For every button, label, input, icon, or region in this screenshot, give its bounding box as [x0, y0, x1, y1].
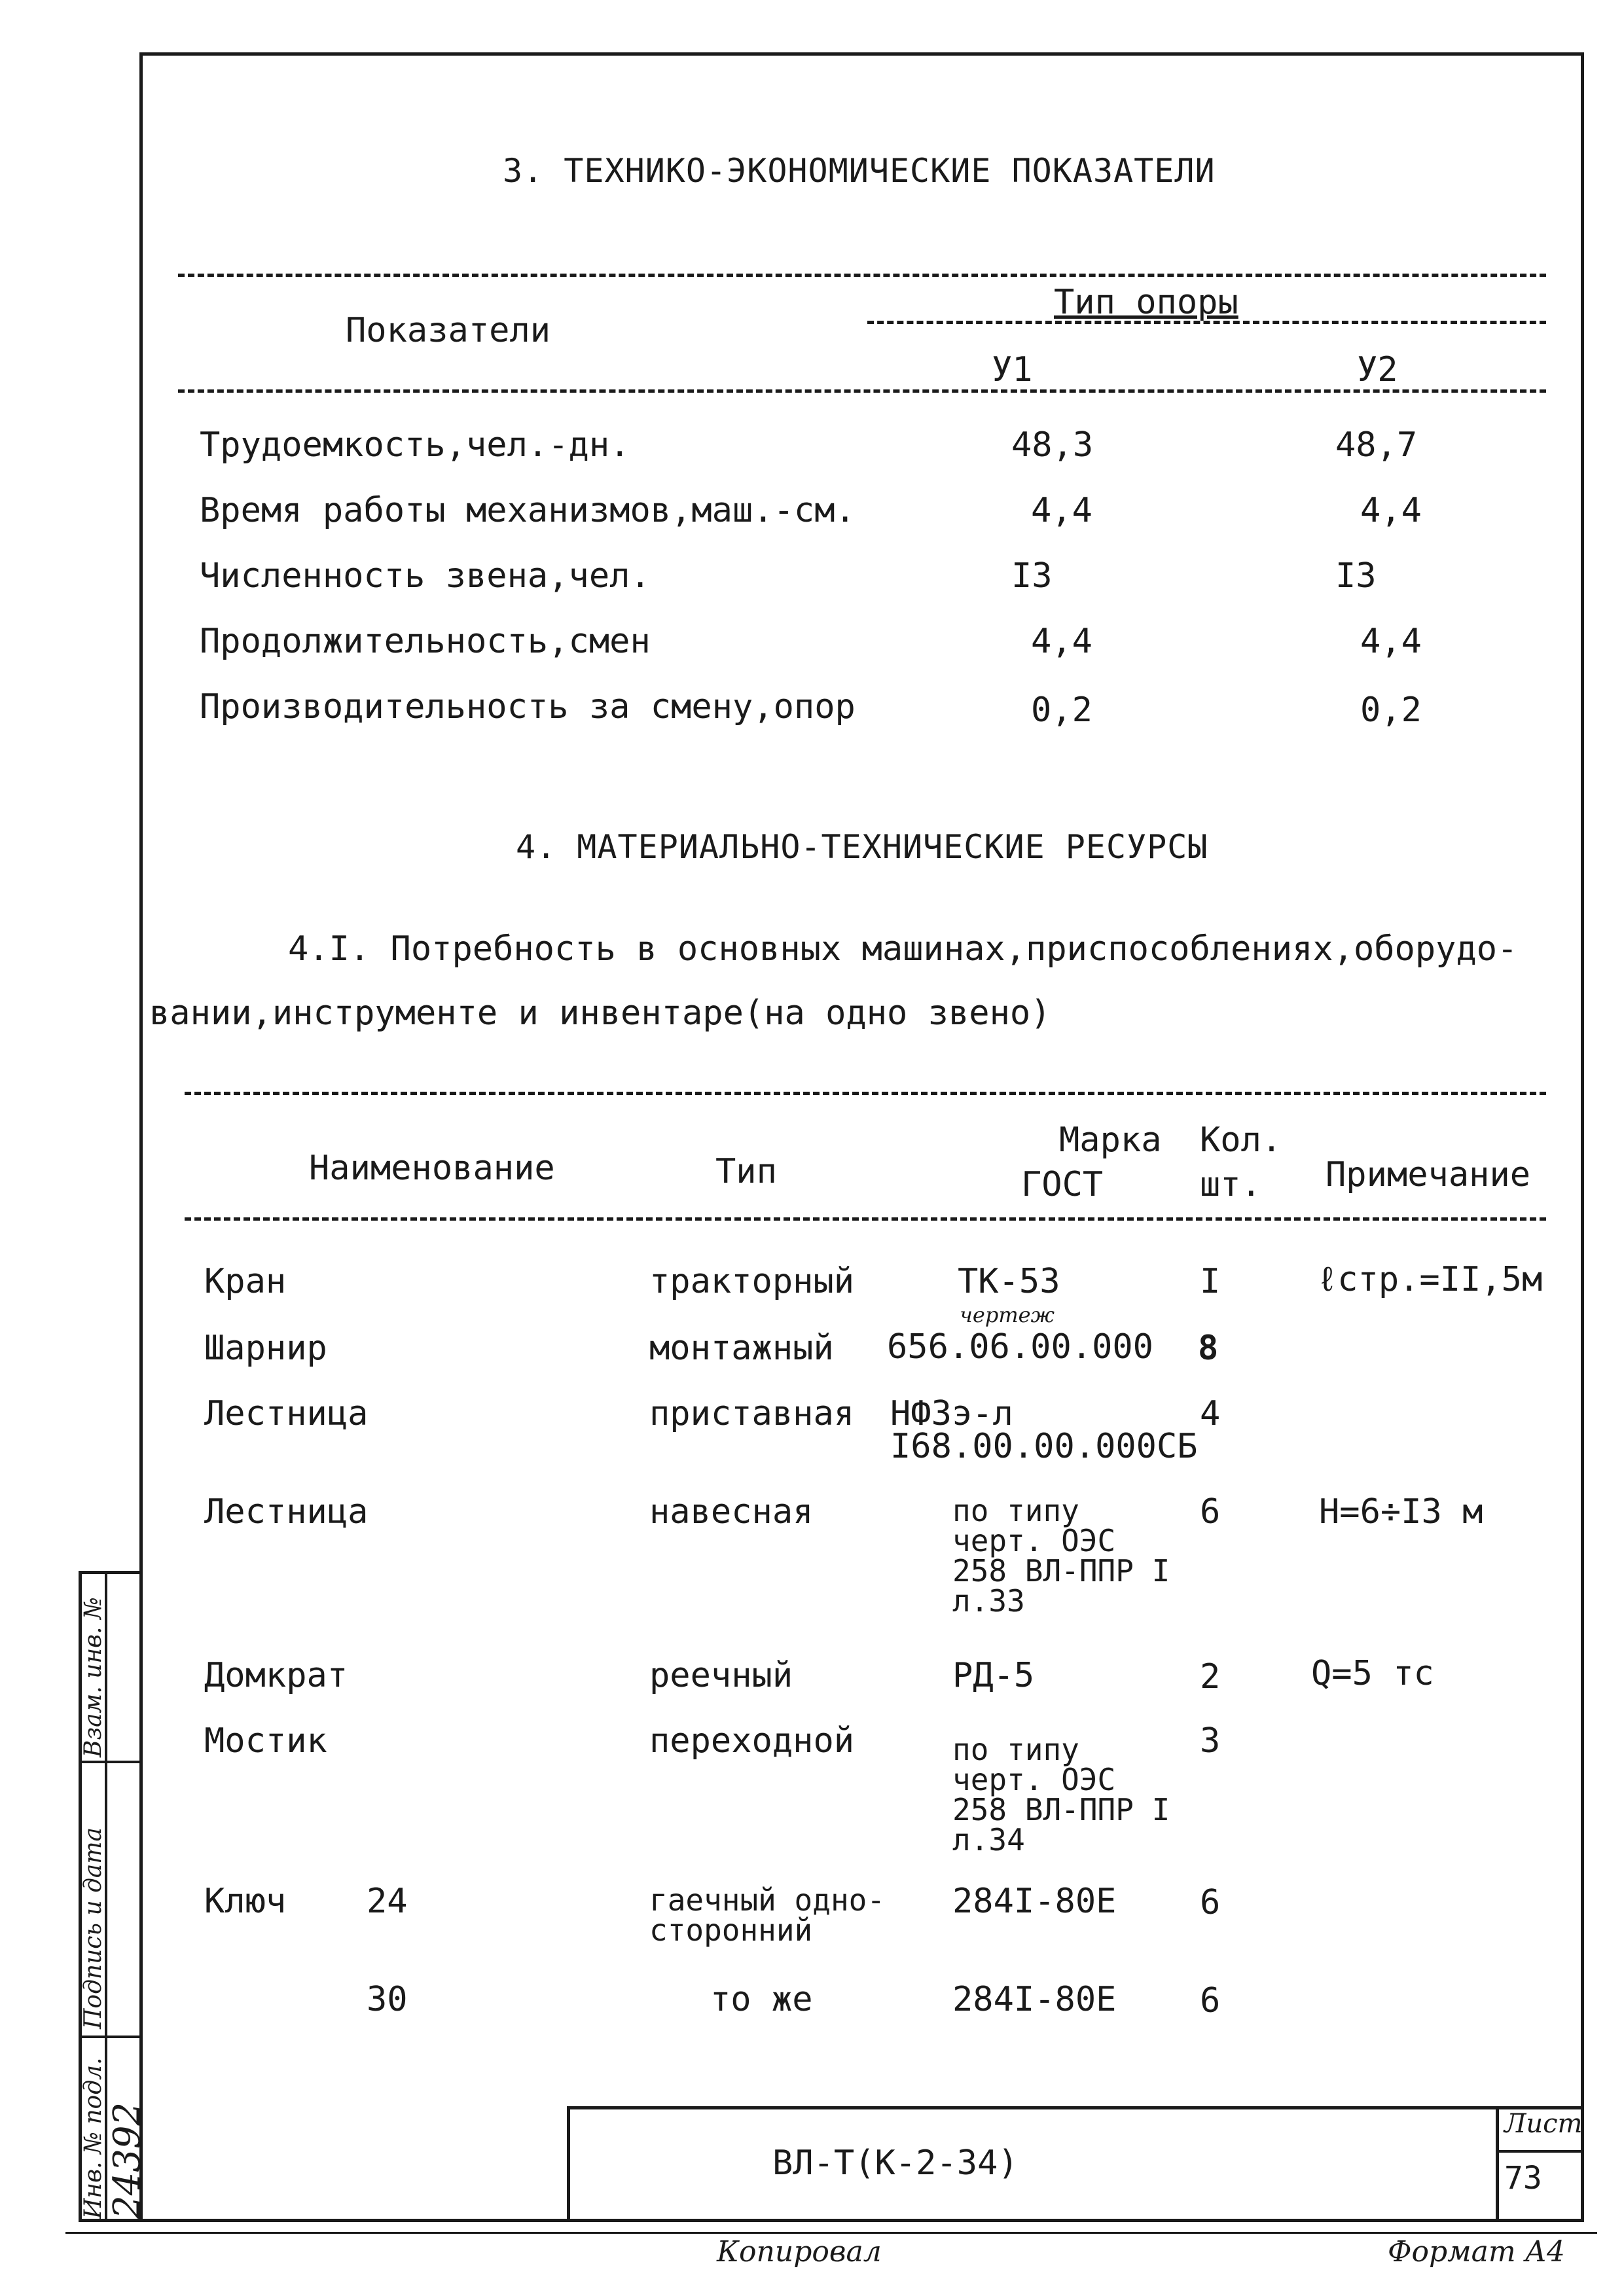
sheet-number: 73: [1504, 2160, 1542, 2197]
resource-type: тракторный: [649, 1262, 855, 1301]
resource-type: реечный: [649, 1656, 793, 1695]
resource-mark: 284I-80Е: [952, 1882, 1117, 1921]
indicator-label: Производительность за смену,опор: [200, 687, 856, 726]
footer-copied: Копировал: [717, 2235, 882, 2269]
resource-mark-note: чертеж: [960, 1302, 1055, 1327]
resource-mark-line4: л.34: [952, 1822, 1025, 1857]
indicator-label: Трудоемкость,чел.-дн.: [200, 425, 630, 465]
resource-note: ℓстр.=II,5м: [1317, 1260, 1543, 1299]
indicator-y1: 0,2: [1031, 691, 1092, 730]
footer-format: Формат А4: [1388, 2235, 1565, 2269]
resource-type: переходной: [649, 1721, 855, 1761]
side-stamp-rule: [79, 2036, 139, 2038]
side-label-inv: Инв. № подл.: [80, 2057, 107, 2219]
resource-name: Шарнир: [204, 1329, 327, 1368]
resource-qty: 4: [1200, 1394, 1221, 1433]
indicator-y1: 4,4: [1031, 622, 1092, 661]
resource-note: Н=6÷I3 м: [1319, 1492, 1483, 1532]
footer-rule: [65, 2232, 1597, 2234]
indicator-y1: 4,4: [1031, 491, 1092, 530]
section4-paragraph-line1: 4.I. Потребность в основных машинах,приспособлениях,оборудо-: [288, 929, 1518, 969]
indicator-label: Численность звена,чел.: [200, 556, 651, 596]
table2-header-rule: [185, 1217, 1546, 1221]
resource-mark-line3: 258 ВЛ-ППР I: [952, 1792, 1170, 1827]
sheet-divider: [1496, 2150, 1584, 2153]
resource-qty: I: [1200, 1262, 1221, 1301]
indicator-label: Продолжительность,смен: [200, 622, 651, 661]
section4-title: 4. МАТЕРИАЛЬНО-ТЕХНИЧЕСКИЕ РЕСУРСЫ: [516, 828, 1208, 866]
table2-header-unit: шт.: [1200, 1165, 1261, 1204]
section4-paragraph-line2: вании,инструменте и инвентаре(на одно звено): [149, 994, 1051, 1033]
resource-qty: 6: [1200, 1492, 1221, 1532]
resource-type: приставная: [649, 1394, 855, 1433]
indicator-y2: 48,7: [1335, 425, 1418, 465]
table2-header-note: Примечание: [1326, 1155, 1531, 1194]
side-label-vzam: Взам. инв. №: [80, 1596, 107, 1757]
resource-name: Ключ: [204, 1882, 287, 1921]
resource-mark-line3: 258 ВЛ-ППР I: [952, 1553, 1170, 1588]
resource-qty: 6: [1200, 1981, 1221, 2020]
resource-note: Q=5 тс: [1311, 1654, 1434, 1693]
resource-mark: ТК-53: [958, 1262, 1060, 1301]
indicator-y2: I3: [1335, 556, 1377, 596]
table1-header-indicators: Показатели: [346, 311, 551, 350]
section3-title: 3. ТЕХНИКО-ЭКОНОМИЧЕСКИЕ ПОКАЗАТЕЛИ: [503, 152, 1216, 190]
resource-mark: НФЗэ-л: [890, 1394, 1013, 1433]
table1-top-rule: [178, 274, 1546, 277]
resource-qty: 2: [1200, 1657, 1221, 1696]
resource-type-line2: сторонний: [649, 1912, 813, 1948]
resource-qty: 6: [1200, 1883, 1221, 1922]
indicator-y1: I3: [1011, 556, 1053, 596]
table2-header-gost: ГОСТ: [1021, 1165, 1104, 1204]
side-stamp-rule: [79, 1761, 139, 1763]
indicator-y2: 4,4: [1360, 622, 1422, 661]
table1-col-y2: У2: [1357, 350, 1398, 389]
resource-qty: 8: [1198, 1329, 1219, 1368]
resource-mark: по типу: [952, 1493, 1079, 1528]
table1-mid-rule: [867, 321, 1546, 324]
indicator-y2: 0,2: [1360, 691, 1422, 730]
indicator-y1: 48,3: [1011, 425, 1094, 465]
resource-mark: 284I-80Е: [952, 1980, 1117, 2019]
resource-name: Лестница: [204, 1492, 369, 1532]
indicator-y2: 4,4: [1360, 491, 1422, 530]
resource-name: Лестница: [204, 1394, 369, 1433]
resource-mark: 656.06.00.000: [887, 1327, 1153, 1367]
resource-name: Кран: [204, 1262, 287, 1301]
table2-header-qty: Кол.: [1200, 1121, 1282, 1160]
side-label-sign: Подпись и дата: [80, 1827, 107, 2029]
resource-size: 24: [367, 1882, 408, 1921]
resource-type: то же: [710, 1980, 813, 2019]
table2-header-name: Наименование: [309, 1149, 555, 1188]
resource-type: монтажный: [649, 1329, 834, 1368]
table2-top-rule: [185, 1092, 1546, 1095]
resource-mark-line4: л.33: [952, 1583, 1025, 1619]
resource-mark-line2: черт. ОЭС: [952, 1762, 1116, 1797]
resource-type: навесная: [649, 1492, 814, 1532]
resource-size: 30: [367, 1980, 408, 2019]
table1-header-type: Тип опоры: [1054, 283, 1238, 322]
resource-type: гаечный одно-: [649, 1882, 886, 1918]
resource-qty: 3: [1200, 1721, 1221, 1761]
document-code: ВЛ-Т(К-2-34): [772, 2144, 1019, 2183]
resource-mark-line2: черт. ОЭС: [952, 1523, 1116, 1558]
resource-mark: по типу: [952, 1732, 1079, 1767]
title-block: [567, 2106, 1584, 2222]
table1-header-rule: [178, 389, 1546, 393]
resource-mark: РД-5: [952, 1656, 1035, 1695]
sheet-label: Лист: [1504, 2109, 1583, 2139]
table2-header-mark: Марка: [1059, 1121, 1162, 1160]
resource-name: Мостик: [204, 1721, 327, 1761]
table2-header-type: Тип: [715, 1152, 777, 1191]
table1-col-y1: У1: [992, 350, 1033, 389]
indicator-label: Время работы механизмов,маш.-см.: [200, 491, 856, 530]
resource-name: Домкрат: [204, 1656, 348, 1695]
side-inv-number: 24392: [106, 2102, 149, 2219]
resource-mark-line2: I68.00.00.000СБ: [890, 1427, 1198, 1466]
